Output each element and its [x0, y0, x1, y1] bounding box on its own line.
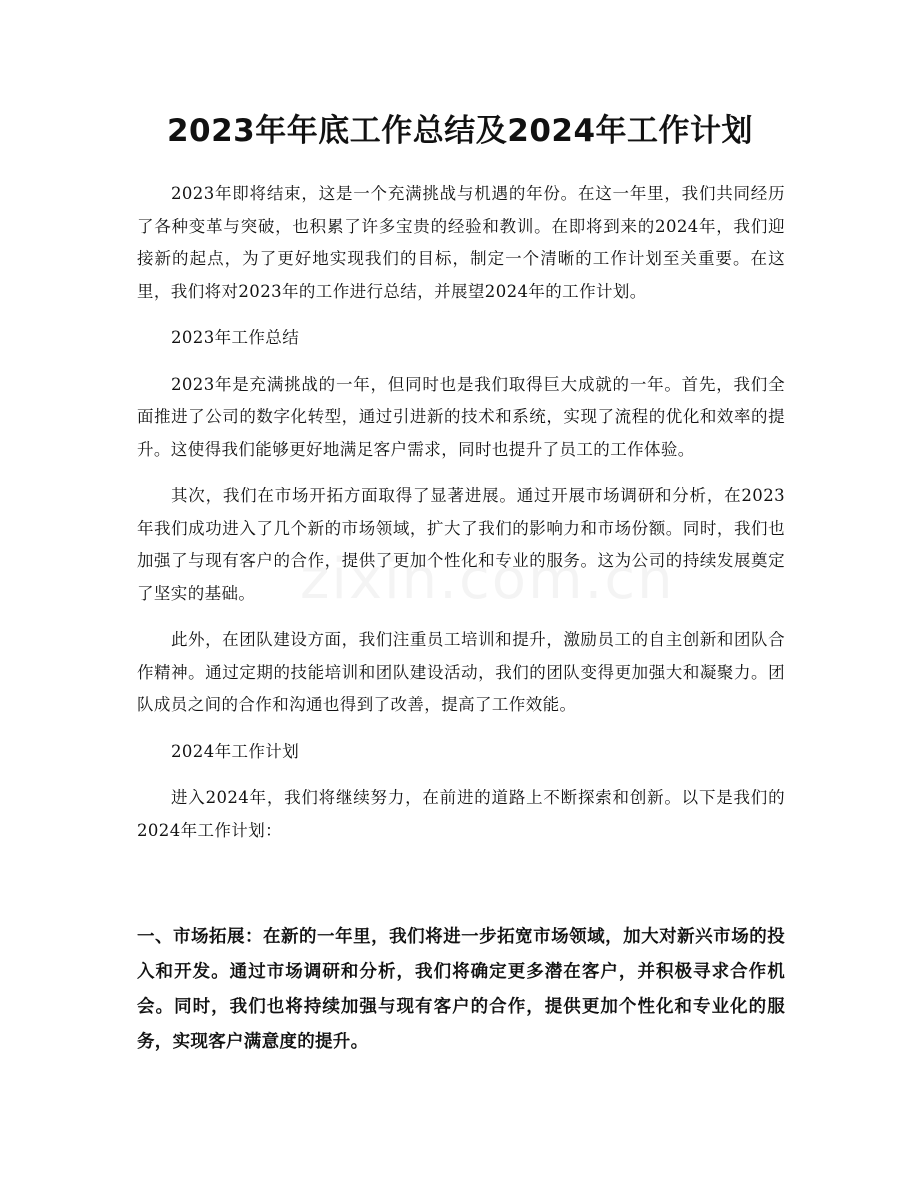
- summary-paragraph-3: 此外，在团队建设方面，我们注重员工培训和提升，激励员工的自主创新和团队合作精神。通过定期的技能培训和团队建设活动，我们的团队变得更加强大和凝聚力。团队成员之间的合作和沟通也得到了改善，提高了工作效能。: [137, 630, 785, 714]
- plan-item-container: [137, 920, 785, 1060]
- summary-paragraph-2: 其次，我们在市场开拓方面取得了显著进展。通过开展市场调研和分析，在2023年我们成功进入了几个新的市场领域，扩大了我们的影响力和市场份额。同时，我们也加强了与现有客户的合作，提供了更加个性化和专业的服务。这为公司的持续发展奠定了坚实的基础。: [137, 486, 785, 603]
- plan-item-market-expansion: 一、市场拓展：在新的一年里，我们将进一步拓宽市场领域，加大对新兴市场的投入和开发。通过市场调研和分析，我们将确定更多潜在客户，并积极寻求合作机会。同时，我们也将持续加强与现有客户的合作，提供更加个性化和专业化的服务，实现客户满意度的提升。: [137, 927, 785, 1052]
- section-heading-summary: 2023年工作总结: [171, 328, 300, 347]
- intro-paragraph: 2023年即将结束，这是一个充满挑战与机遇的年份。在这一年里，我们共同经历了各种变革与突破，也积累了许多宝贵的经验和教训。在即将到来的2024年，我们迎接新的起点，为了更好地实现我们的目标，制定一个清晰的工作计划至关重要。在这里，我们将对2023年的工作进行总结，并展望2024年的工作计划。: [137, 184, 785, 301]
- document-title: 2023年年底工作总结及2024年工作计划: [166, 113, 754, 149]
- section-heading-plan: 2024年工作计划: [171, 741, 300, 761]
- document-body: [137, 178, 785, 861]
- plan-intro-paragraph: 进入2024年，我们将继续努力，在前进的道路上不断探索和创新。以下是我们的2024年工作计划：: [137, 788, 785, 840]
- summary-paragraph-1: 2023年是充满挑战的一年，但同时也是我们取得巨大成就的一年。首先，我们全面推进了公司的数字化转型，通过引进新的技术和系统，实现了流程的优化和效率的提升。这使得我们能够更好地满足客户需求，同时也提升了员工的工作体验。: [137, 374, 785, 459]
